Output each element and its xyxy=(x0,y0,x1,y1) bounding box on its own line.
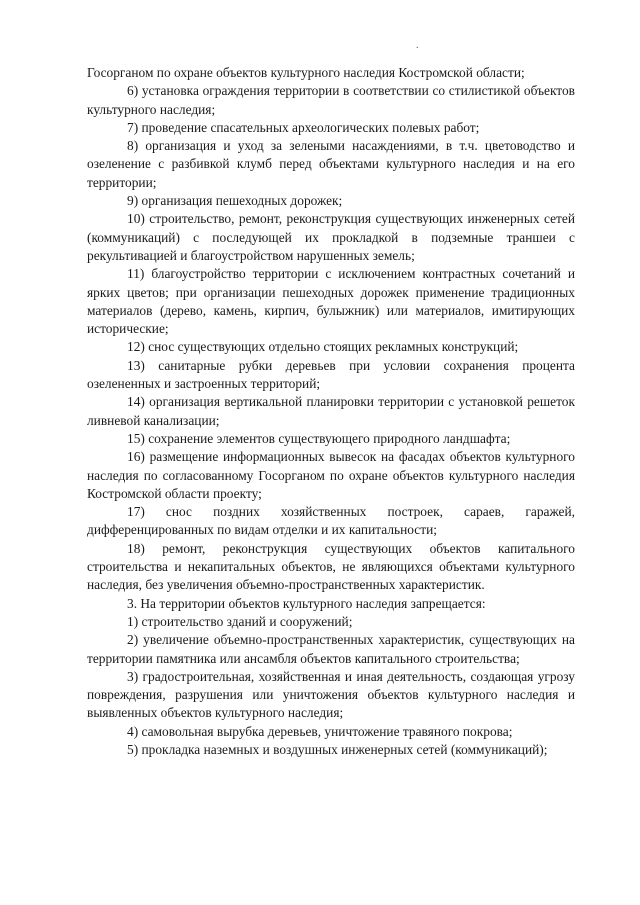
document-body xyxy=(87,64,575,759)
list-item-13: 13) санитарные рубки деревьев при условии сохранения процента озелененных и застроенных территорий; xyxy=(87,357,575,392)
list-item-17: 17) снос поздних хозяйственных построек, сараев, гаражей, дифференцированных по видам отделки и их капитальности; xyxy=(87,504,575,538)
list-item-18: 18) ремонт, реконструкция существующих объектов капитального строительства и некапитальных объектов, не являющихся объектами культурного наследия, без увеличения объемно-пространственных характеристик. xyxy=(87,540,575,593)
list-item-10: 10) строительство, ремонт, реконструкция существующих инженерных сетей (коммуникаций) с последующей их прокладкой в подземные траншеи с рекультивацией и благоустройством нарушенных земель; xyxy=(87,211,575,263)
paragraph-continuation: Госорганом по охране объектов культурного наследия Костромской области; xyxy=(87,65,525,80)
scan-mark: . xyxy=(416,40,419,51)
prohibited-item-3: 3) градостроительная, хозяйственная и иная деятельность, создающая угрозу повреждения, разрушения или уничтожения объектов культурного наследия и выявленных объектов культурного наследия; xyxy=(87,668,575,721)
list-item-7: 7) проведение спасательных археологических полевых работ; xyxy=(127,119,480,135)
prohibited-item-1: 1) строительство зданий и сооружений; xyxy=(127,613,353,629)
section-3-heading: 3. На территории объектов культурного наследия запрещается: xyxy=(127,595,486,611)
prohibited-item-4: 4) самовольная вырубка деревьев, уничтожение травяного покрова; xyxy=(127,723,513,739)
list-item-9: 9) организация пешеходных дорожек; xyxy=(127,193,343,209)
prohibited-item-5: 5) прокладка наземных и воздушных инженерных сетей (коммуникаций); xyxy=(127,741,548,757)
list-item-16: 16) размещение информационных вывесок на фасадах объектов культурного наследия по согласованному Госорганом по охране объектов культурного наследия Костромской области проекту; xyxy=(87,449,575,501)
list-item-12: 12) снос существующих отдельно стоящих рекламных конструкций; xyxy=(127,339,519,355)
list-item-15: 15) сохранение элементов существующего природного ландшафта; xyxy=(127,430,511,446)
list-item-8: 8) организация и уход за зелеными насаждениями, в т.ч. цветоводство и озеленение с разбивкой клумб перед объектами культурного наследия и на его территории; xyxy=(87,138,575,190)
list-item-6: 6) установка ограждения территории в соответствии со стилистикой объектов культурного наследия; xyxy=(87,83,575,117)
prohibited-item-2: 2) увеличение объемно-пространственных характеристик, существующих на территории памятника или ансамбля объектов капитального строительства; xyxy=(87,632,575,666)
list-item-11: 11) благоустройство территории с исключением контрастных сочетаний и ярких цветов; при организации пешеходных дорожек применение традиционных материалов (дерево, камень, кирпич, булыжник) или материалов, имитирующих исторические; xyxy=(87,266,575,337)
list-item-14: 14) организация вертикальной планировки территории с установкой решеток ливневой канализации; xyxy=(87,394,575,428)
